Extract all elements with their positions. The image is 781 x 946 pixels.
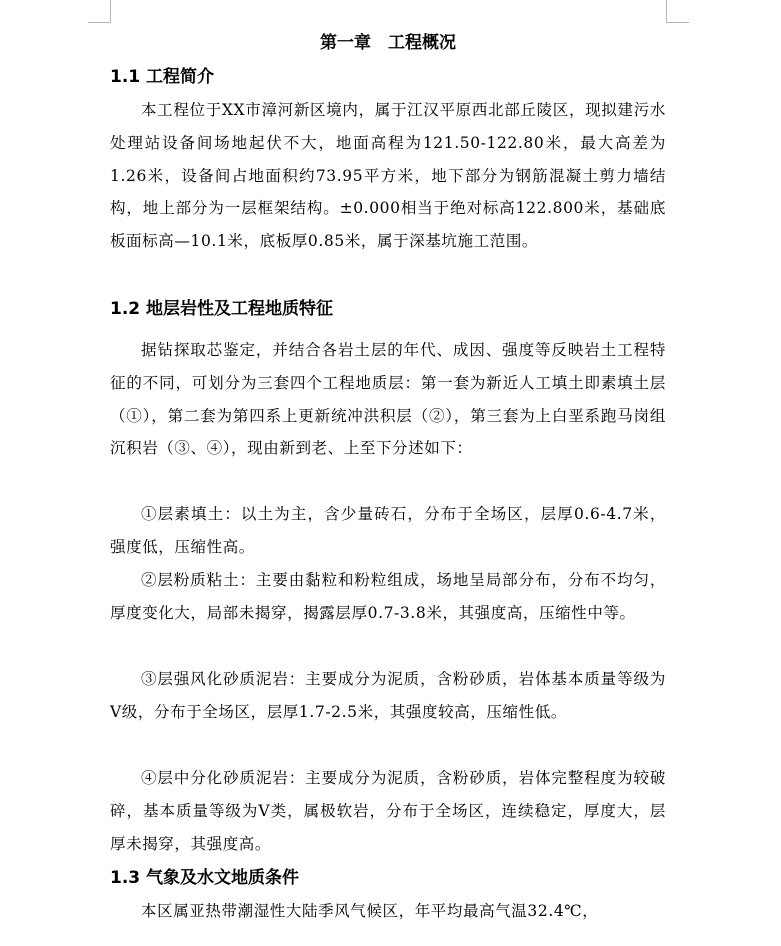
paragraph-layer-2: ②层粉质粘土：主要由黏粒和粉粒组成，场地呈局部分布，分布不均匀，厚度变化大，局部未揭穿，揭露层厚0.7-3.8米，其强度高，压缩性中等。 bbox=[110, 571, 666, 622]
page-corner-mark-left bbox=[88, 0, 111, 23]
document-body[interactable] bbox=[110, 26, 666, 928]
paragraph-project-intro: 本工程位于XX市漳河新区境内，属于江汉平原西北部丘陵区，现拟建污水处理站设备间场地起伏不大，地面高程为121.50-122.80米，最大高差为1.26米，设备间占地面积约73.95平方米，地下部分为钢筋混凝土剪力墙结构，地上部分为一层框架结构。±0.000相当于绝对标高122.800米，基础底板面标高—10.1米，底板厚0.85米，属于深基坑施工范围。 bbox=[110, 101, 666, 251]
paragraph-climate: 本区属亚热带潮湿性大陆季风气候区，年平均最高气温32.4℃， bbox=[141, 902, 599, 920]
paragraph-layer-1: ①层素填土：以土为主，含少量砖石，分布于全场区，层厚0.6-4.7米，强度低，压缩性高。 bbox=[110, 505, 666, 556]
paragraph-layer-4: ④层中分化砂质泥岩：主要成分为泥质，含粉砂质，岩体完整程度为较破碎，基本质量等级为V类，属极软岩，分布于全场区，连续稳定，厚度大，层厚未揭穿，其强度高。 bbox=[110, 769, 666, 853]
page-corner-mark-right bbox=[666, 0, 689, 23]
section-heading-1-2: 1.2 地层岩性及工程地质特征 bbox=[110, 299, 334, 319]
chapter-title: 第一章 工程概况 bbox=[320, 33, 456, 53]
section-heading-1-1: 1.1 工程简介 bbox=[110, 67, 215, 87]
paragraph-layer-3: ③层强风化砂质泥岩：主要成分为泥质，含粉砂质，岩体基本质量等级为V级，分布于全场区，层厚1.7-2.5米，其强度较高，压缩性低。 bbox=[110, 670, 666, 721]
section-heading-1-3: 1.3 气象及水文地质条件 bbox=[110, 868, 300, 888]
paragraph-geology-intro: 据钻探取芯鉴定，并结合各岩土层的年代、成因、强度等反映岩土工程特征的不同，可划分为三套四个工程地质层：第一套为新近人工填土即素填土层（①），第二套为第四系上更新统冲洪积层（②），第三套为上白垩系跑马岗组沉积岩（③、④），现由新到老、上至下分述如下： bbox=[110, 341, 666, 458]
